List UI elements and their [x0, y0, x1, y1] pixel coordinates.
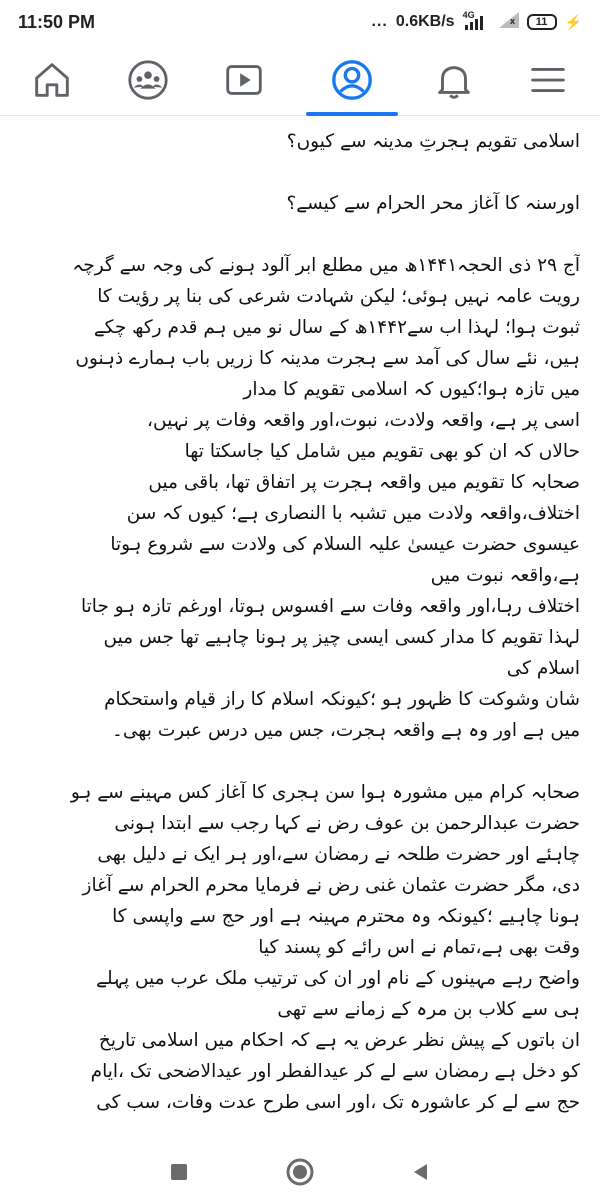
profile-icon — [329, 57, 375, 103]
square-icon — [170, 1163, 188, 1181]
post-text-line: اسلام کی — [506, 658, 580, 679]
network-speed: 0.6KB/s — [395, 13, 455, 30]
system-nav-bar — [0, 1144, 600, 1200]
groups-icon — [125, 57, 171, 103]
tab-notifications[interactable] — [424, 54, 484, 106]
signal-icon — [499, 12, 519, 33]
post-text-line: اختلاف،واقعہ ولادت میں تشبہ با النصاری ہے؛ کیوں کہ سن — [126, 503, 580, 524]
video-icon — [221, 57, 267, 103]
charging-icon: ⚡ — [564, 13, 582, 30]
post-text-line: ہیں، نئے سال کی آمد سے ہجرت مدینہ کا زریں باب ہمارے ذہنوں — [75, 348, 580, 369]
post-text-line: ہونا چاہیے ؛کیونکہ وہ محترم مہینہ ہے اور حج سے واپسی کا — [112, 906, 580, 927]
signal-4g-icon — [462, 10, 491, 30]
post-text-line: شان وشوکت کا ظہور ہو ؛کیونکہ اسلام کا راز قیام واستحکام — [104, 689, 580, 710]
post-text-line: اسی پر ہے، واقعہ ولادت، نبوت،اور واقعہ وفات پر نہیں، — [147, 410, 580, 431]
post-text-line: اورسنہ کا آغاز محر الحرام سے کیسے؟ — [286, 193, 580, 214]
status-bar — [0, 0, 600, 44]
post-text-line: صحابہ کا تقویم میں واقعہ ہجرت پر اتفاق تھا، باقی میں — [148, 472, 580, 493]
status-indicators — [372, 12, 582, 33]
hamburger-menu-icon — [525, 57, 571, 103]
home-nav-button[interactable] — [284, 1156, 316, 1188]
battery-icon — [527, 14, 557, 30]
network-type: 4G — [462, 10, 475, 20]
post-text-line: اسلامی تقویم ہجرتِ مدینہ سے کیوں؟ — [286, 131, 580, 152]
tab-profile[interactable] — [322, 54, 382, 106]
post-text-line: عیسوی حضرت عیسیٰ علیہ السلام کی ولادت سے شروع ہوتا — [110, 534, 580, 555]
post-text-line: دی، مگر حضرت عثمان غنی رض نے فرمایا محرم الحرام سے آغاز — [82, 875, 580, 896]
active-tab-indicator — [306, 112, 398, 116]
post-text-line: واضح رہے مہینوں کے نام اور ان کی ترتیب ملک عرب میں پہلے — [96, 968, 580, 989]
tab-watch[interactable] — [214, 54, 274, 106]
recent-apps-button[interactable] — [163, 1156, 195, 1188]
more-dots: ... — [371, 13, 388, 30]
post-text-line: میں تازہ ہوا؛کیوں کہ اسلامی تقویم کا مدار — [243, 379, 580, 400]
post-text-line: آج ۲۹ ذی الحجہ۱۴۴۱ھ میں مطلع ابر آلود ہونے کی وجہ سے گرچہ — [72, 255, 580, 276]
post-text-line: چاہئے اور حضرت طلحہ نے رمضان سے،اور ہر ایک نے دلیل بھی — [97, 844, 580, 865]
post-text-line: صحابہ کرام میں مشورہ ہوا سن ہجری کا آغاز کس مہینے سے ہو — [70, 782, 580, 803]
post-text-line: میں ہے اور وہ ہے واقعہ ہجرت، جس میں درس عبرت بھی۔ — [112, 720, 580, 741]
back-button[interactable] — [405, 1156, 437, 1188]
svg-text:x: x — [509, 15, 515, 26]
battery-level: 11 — [535, 16, 548, 28]
tab-groups[interactable] — [118, 54, 178, 106]
blank-line — [20, 746, 580, 777]
post-content[interactable] — [20, 126, 580, 1144]
home-icon — [29, 57, 75, 103]
app-tab-bar — [0, 44, 600, 116]
tab-menu[interactable] — [518, 54, 578, 106]
post-text-line: ہی سے کلاب بن مرہ کے زمانے سے تھی — [277, 999, 580, 1020]
post-text-line: ہے،واقعہ نبوت میں — [430, 565, 580, 586]
post-text-line: ثبوت ہوا؛ لہذا اب سے۱۴۴۲ھ کے سال نو میں ہم قدم رکھ چکے — [93, 317, 580, 338]
post-text-line: کو دخل ہے رمضان سے لے کر عیدالفطر اور عیدالاضحی تک ،ایام — [90, 1061, 580, 1082]
post-text-line: حج سے لے کر عاشورہ تک ،اور اسی طرح عدت وفات، سب کی — [96, 1092, 580, 1113]
circle-icon — [285, 1157, 315, 1187]
bell-icon — [431, 57, 477, 103]
blank-line — [20, 219, 580, 250]
back-triangle-icon — [411, 1162, 431, 1182]
post-text-line: رویت عامہ نہیں ہوئی؛ لیکن شہادت شرعی کی بنا پر رؤیت کا — [97, 286, 580, 307]
post-text-line: وقت بھی ہے،تمام نے اس رائے کو پسند کیا — [258, 937, 580, 958]
post-text-line: حالاں کہ ان کو بھی تقویم میں شامل کیا جاسکتا تھا — [184, 441, 580, 462]
status-time: 11:50 PM — [18, 11, 96, 32]
post-text-line: حضرت عبدالرحمن بن عوف رض نے کہا رجب سے ابتدا ہونی — [114, 813, 580, 834]
post-text-line: ان باتوں کے پیش نظر عرض یہ ہے کہ احکام میں اسلامی تاریخ — [98, 1030, 580, 1051]
tab-home[interactable] — [22, 54, 82, 106]
post-text-line: اختلاف رہا،اور واقعہ وفات سے افسوس ہوتا، اورغم تازہ ہو جاتا — [80, 596, 580, 617]
post-text-line: لہذا تقویم کا مدار کسی ایسی چیز پر ہونا چاہیے تھا جس میں — [103, 627, 580, 648]
blank-line — [20, 157, 580, 188]
